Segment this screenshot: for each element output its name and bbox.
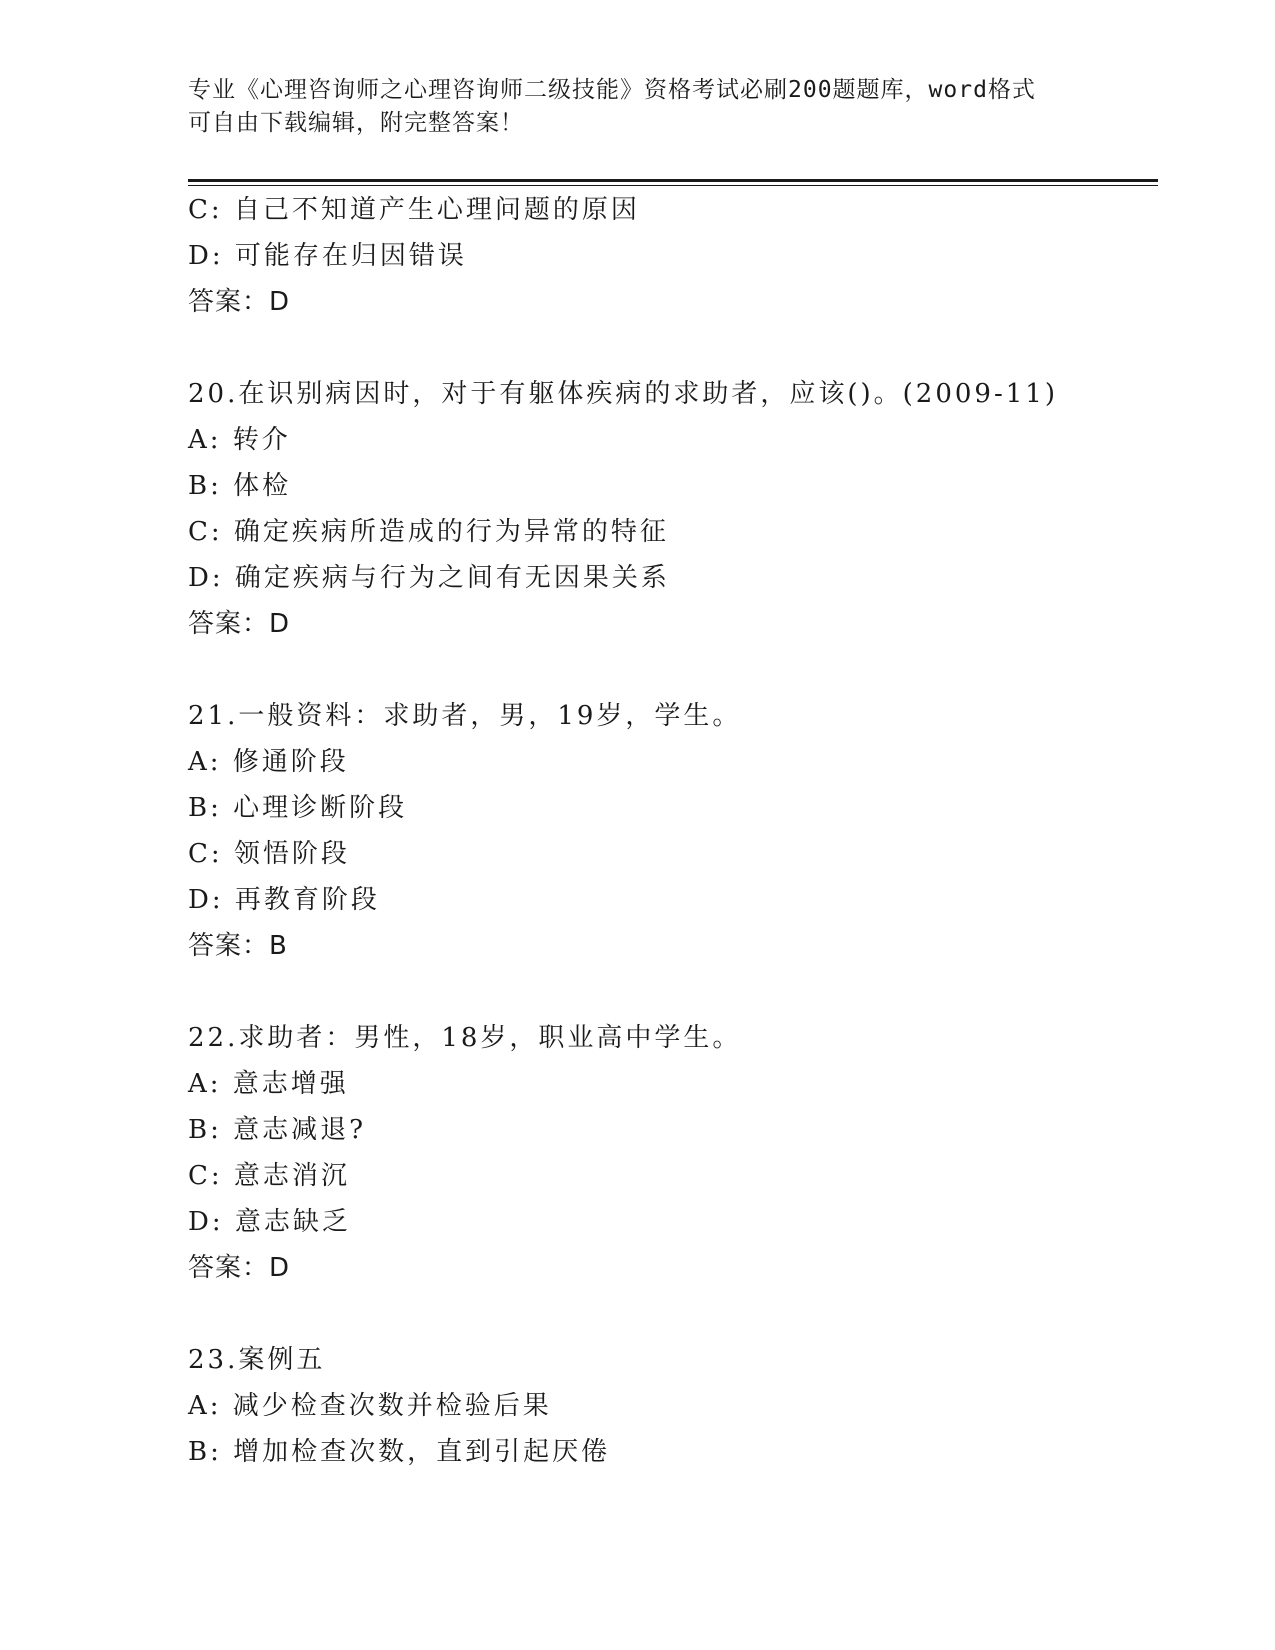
document-header [188, 74, 1088, 140]
question-block-20 [188, 371, 1168, 647]
option-a: A: 减少检查次数并检验后果 [188, 1391, 552, 1421]
answer-line: 答案：D [188, 609, 291, 639]
option-b: B: 增加检查次数，直到引起厌倦 [188, 1437, 611, 1467]
answer-line: 答案：B [188, 931, 288, 961]
option-c: C: 自己不知道产生心理问题的原因 [188, 195, 640, 225]
option-d: D: 可能存在归因错误 [188, 241, 467, 271]
option-c: C: 领悟阶段 [188, 839, 350, 869]
option-a: A: 修通阶段 [188, 747, 349, 777]
answer-line: 答案：D [188, 1253, 291, 1283]
header-rule-thin [188, 185, 1158, 186]
question-list [188, 187, 1168, 1475]
question-stem: 20.在识别病因时，对于有躯体疾病的求助者，应该()。(2009-11) [188, 379, 1058, 409]
spacer [188, 969, 1168, 1015]
option-c: C: 确定疾病所造成的行为异常的特征 [188, 517, 669, 547]
spacer [188, 325, 1168, 371]
spacer [188, 647, 1168, 693]
option-d: D: 意志缺乏 [188, 1207, 351, 1237]
option-d: D: 确定疾病与行为之间有无因果关系 [188, 563, 670, 593]
question-block-23 [188, 1337, 1168, 1475]
option-b: B: 体检 [188, 471, 292, 501]
option-d: D: 再教育阶段 [188, 885, 380, 915]
header-rule-thick [188, 179, 1158, 182]
answer-line: 答案：D [188, 287, 291, 317]
question-stem: 22.求助者：男性，18岁，职业高中学生。 [188, 1023, 742, 1053]
option-b: B: 心理诊断阶段 [188, 793, 408, 823]
question-block-22 [188, 1015, 1168, 1291]
option-c: C: 意志消沉 [188, 1161, 350, 1191]
question-block-21 [188, 693, 1168, 969]
header-line-2: 可自由下载编辑，附完整答案！ [188, 110, 524, 136]
option-a: A: 转介 [188, 425, 291, 455]
spacer [188, 1291, 1168, 1337]
option-a: A: 意志增强 [188, 1069, 349, 1099]
question-stem: 23.案例五 [188, 1345, 326, 1375]
option-b: B: 意志减退? [188, 1115, 367, 1145]
question-block-partial [188, 187, 1168, 325]
question-stem: 21.一般资料：求助者，男，19岁，学生。 [188, 701, 742, 731]
header-line-1: 专业《心理咨询师之心理咨询师二级技能》资格考试必刷200题题库，word格式 [188, 77, 1036, 103]
